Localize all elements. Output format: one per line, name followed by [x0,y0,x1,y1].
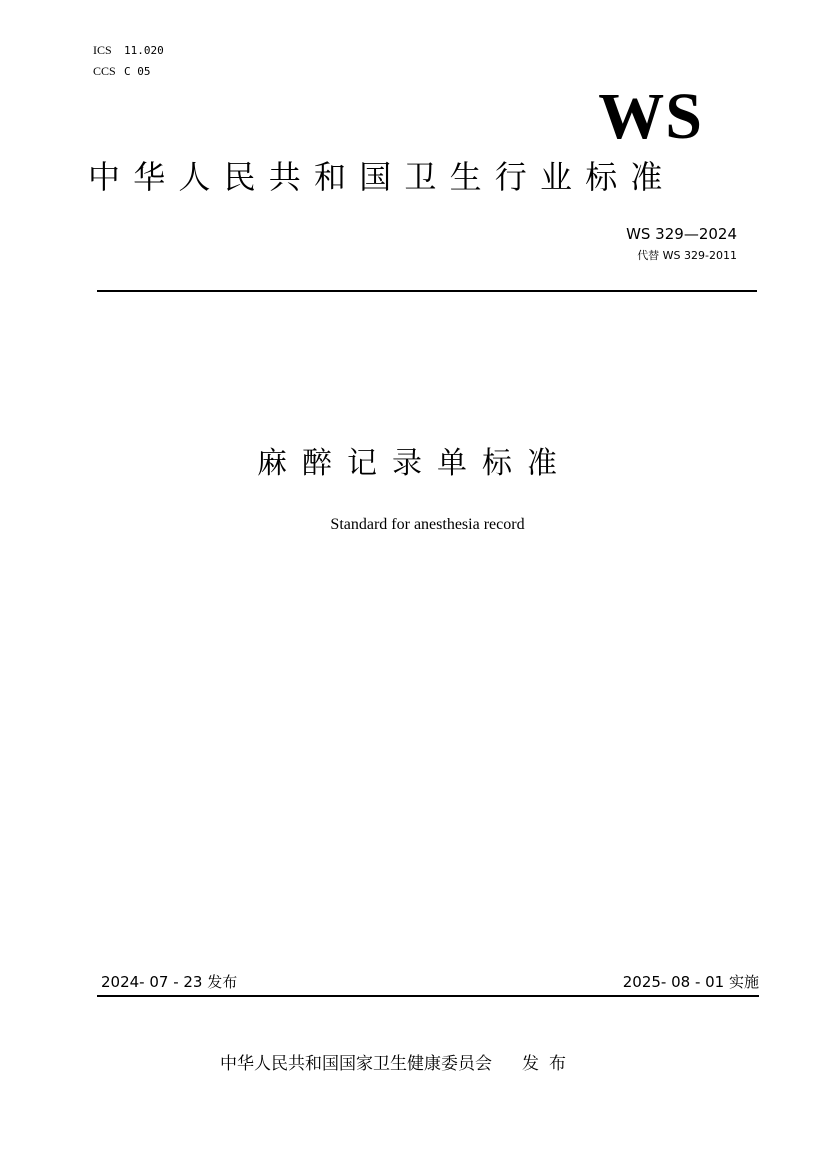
issuer-name: 中华人民共和国国家卫生健康委员会 [220,1054,492,1074]
issuing-authority [220,1052,576,1076]
ics-code-row [93,40,164,61]
standard-number: WS 329—2024 [626,225,737,243]
issuer-action: 发布 [522,1054,576,1074]
ccs-code-row [93,61,164,82]
ws-logo: WS [598,80,703,153]
issue-date: 2024- 07 - 23 发布 [101,973,238,991]
footer-divider [97,995,759,997]
ccs-value: C 05 [124,65,151,78]
document-title: 麻醉记录单标准 [257,446,572,481]
header-divider [97,290,757,292]
document-subtitle: Standard for anesthesia record [330,516,525,533]
industry-standard-title: 中华人民共和国卫生行业标准 [88,158,676,196]
effective-date: 2025- 08 - 01 实施 [622,973,759,991]
ccs-label: CCS [93,64,116,78]
ics-label: ICS [93,43,112,57]
ics-value: 11.020 [124,44,164,57]
classification-codes [93,40,164,82]
replaced-standard: 代替 WS 329-2011 [637,249,737,262]
